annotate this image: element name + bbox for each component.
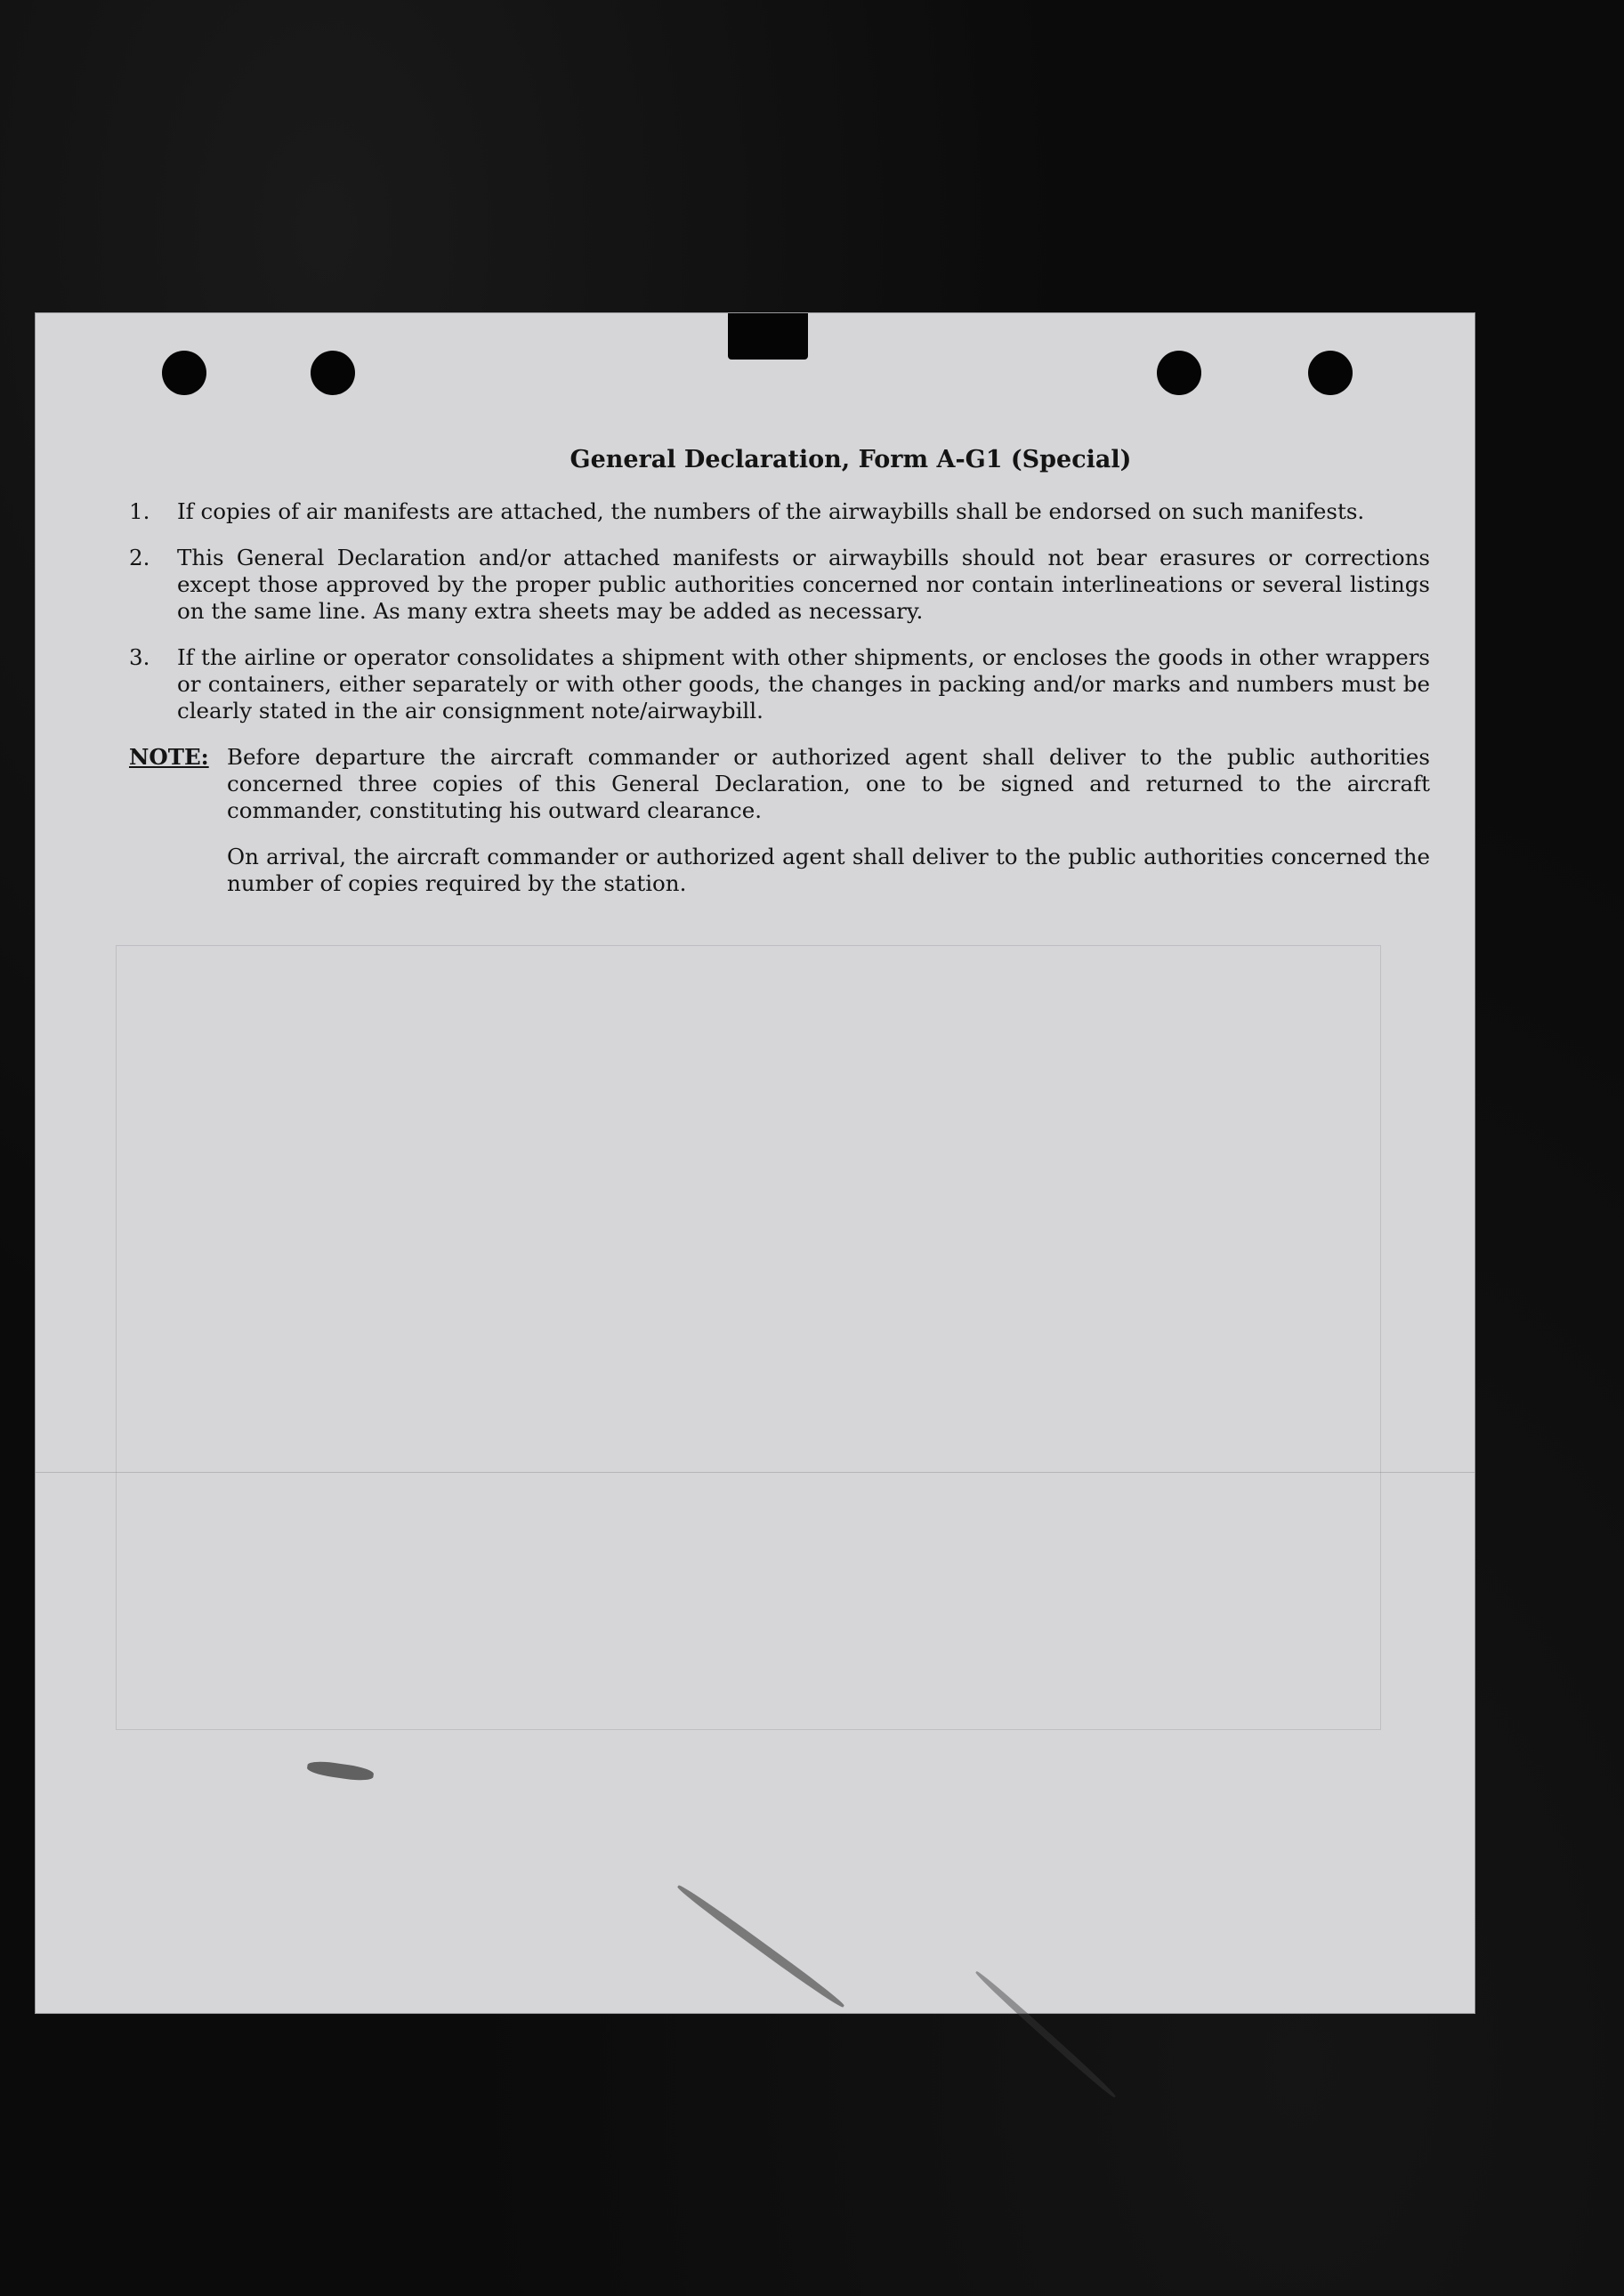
item-text: If copies of air manifests are attached, the numbers of the airwaybills shall be endorsed on such manifests. — [177, 498, 1365, 524]
item-text: If the airline or operator consolidates a shipment with other shipments, or encloses the goods in other wrappers or containers, either separately or with other goods, the changes in packing and/or marks and numbers must be clearly stated in the air consignment note/airwaybill. — [177, 644, 1430, 724]
instruction-item-1 — [129, 498, 1430, 525]
bleed-through-form-outline — [116, 945, 1381, 1730]
instruction-item-3 — [129, 644, 1430, 724]
ink-smudge-3 — [675, 1882, 846, 2009]
ink-smudge-1 — [306, 1759, 374, 1783]
binder-clip — [728, 313, 808, 360]
punch-hole-2 — [311, 351, 355, 395]
document-page — [36, 313, 1475, 2013]
page-title: General Declaration, Form A-G1 (Special) — [570, 446, 1132, 473]
punch-hole-4 — [1308, 351, 1353, 395]
fold-line — [36, 1472, 1475, 1473]
item-number: 3. — [129, 644, 150, 670]
item-number: 1. — [129, 498, 150, 524]
declaration-instructions — [129, 447, 1430, 917]
instruction-item-2 — [129, 545, 1430, 625]
note-section — [129, 744, 1430, 917]
item-number: 2. — [129, 545, 150, 570]
punch-hole-1 — [162, 351, 206, 395]
note-body — [227, 744, 1430, 917]
item-text: This General Declaration and/or attached manifests or airwaybills should not bear erasures or corrections except those approved by the proper public authorities concerned nor contain interlineations or several listings on the same line. As many extra sheets may be added as necessary. — [177, 545, 1430, 624]
note-paragraph-departure: Before departure the aircraft commander or authorized agent shall deliver to the public authorities concerned three copies of this General Declaration, one to be signed and returned to the aircraft commander, constituting his outward clearance. — [227, 744, 1430, 823]
note-label: NOTE: — [129, 744, 209, 770]
punch-hole-3 — [1157, 351, 1201, 395]
note-paragraph-arrival: On arrival, the aircraft commander or authorized agent shall deliver to the public authorities concerned the number of copies required by the station. — [227, 844, 1430, 896]
